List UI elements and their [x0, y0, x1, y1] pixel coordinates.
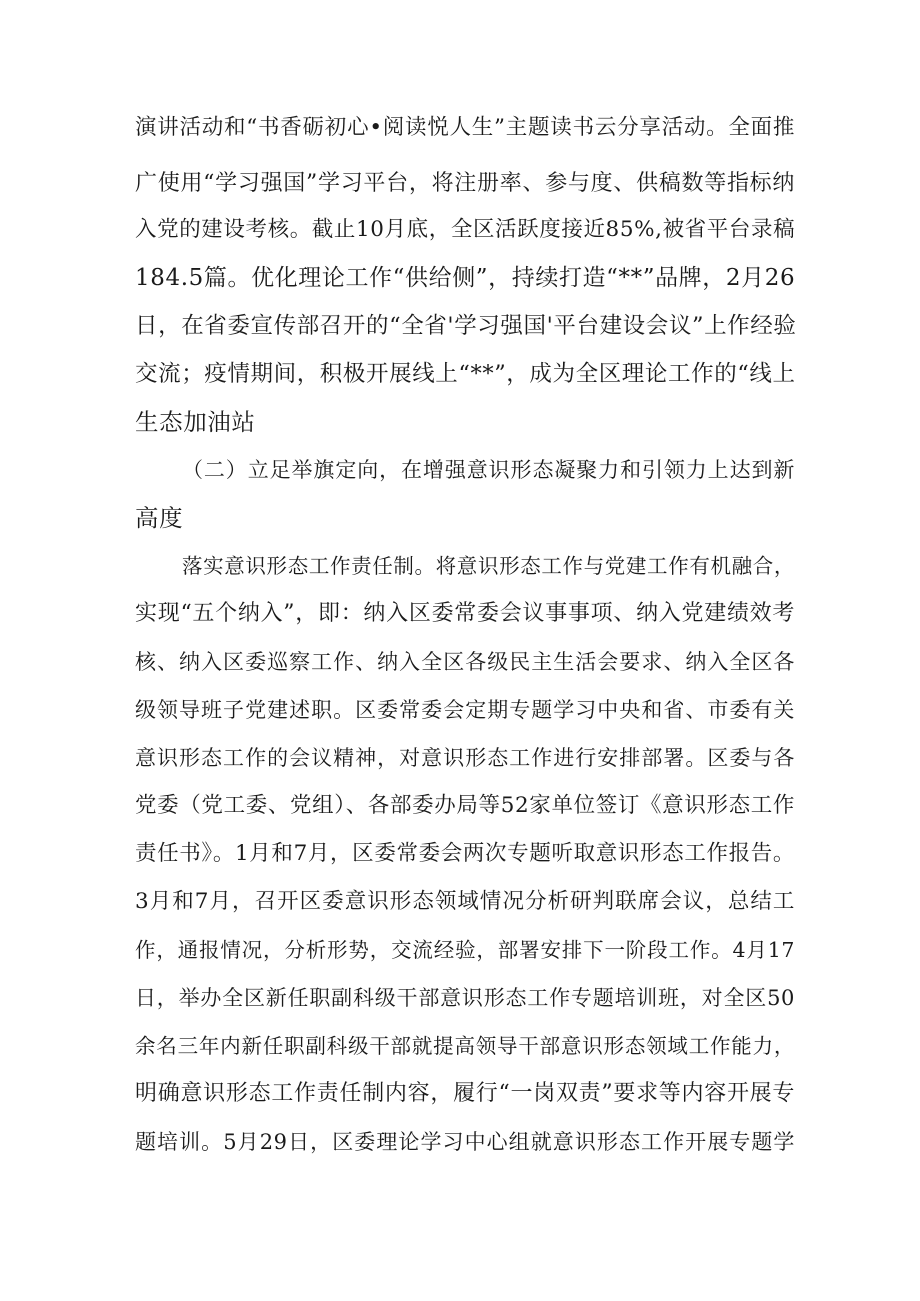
section-heading-line: 高度: [135, 504, 184, 532]
paragraph-line: 明确意识形态工作责任制内容，履行“一岗双责”要求等内容开展专: [135, 1081, 795, 1106]
paragraph-line: 作，通报情况，分析形势，交流经验，部署安排下一阶段工作。4月17: [135, 938, 795, 962]
paragraph-line: 入党的建设考核。截止10月底，全区活跃度接近85%,被省平台录稿: [135, 217, 796, 242]
paragraph-line: 级领导班子党建述职。区委常委会定期专题学习中央和省、市委有关: [135, 698, 795, 722]
paragraph-line: 生态加油站: [135, 408, 256, 436]
paragraph-line: 广使用“学习强国”学习平台，将注册率、参与度、供稿数等指标纳: [135, 171, 795, 196]
paragraph-line: 3月和7月，召开区委意识形态领域情况分析研判联席会议，总结工: [135, 889, 795, 914]
paragraph-line: 交流；疫情期间，积极开展线上“**”，成为全区理论工作的“线上: [135, 361, 796, 387]
paragraph-line: 题培训。5月29日，区委理论学习中心组就意识形态工作开展专题学: [135, 1130, 795, 1154]
paragraph-line: 实现“五个纳入”，即：纳入区委常委会议事事项、纳入党建绩效考: [135, 601, 795, 626]
section-heading-line: （二）立足举旗定向，在增强意识形态凝聚力和引领力上达到新: [182, 458, 795, 482]
paragraph-line: 落实意识形态工作责任制。将意识形态工作与党建工作有机融合，: [182, 554, 795, 578]
paragraph-line: 演讲活动和“书香砺初心•阅读悦人生”主题读书云分享活动。全面推: [135, 115, 795, 140]
paragraph-line: 日，在省委宣传部召开的“全省'学习强国'平台建设会议”上作经验: [135, 313, 797, 339]
paragraph-line: 意识形态工作的会议精神，对意识形态工作进行安排部署。区委与各: [135, 746, 795, 770]
paragraph-line: 责任书》。1月和7月，区委常委会两次专题听取意识形态工作报告。: [135, 841, 795, 866]
paragraph-line: 余名三年内新任职副科级干部就提高领导干部意识形态领域工作能力，: [135, 1034, 795, 1058]
paragraph-line: 核、纳入区委巡察工作、纳入全区各级民主生活会要求、纳入全区各: [135, 650, 795, 674]
paragraph-line: 184.5篇。优化理论工作“供给侧”，持续打造“**”品牌，2月26: [135, 265, 796, 291]
paragraph-line: 日，举办全区新任职副科级干部意识形态工作专题培训班，对全区50: [135, 986, 795, 1010]
paragraph-line: 党委（党工委、党组）、各部委办局等52家单位签订《意识形态工作: [135, 793, 795, 818]
